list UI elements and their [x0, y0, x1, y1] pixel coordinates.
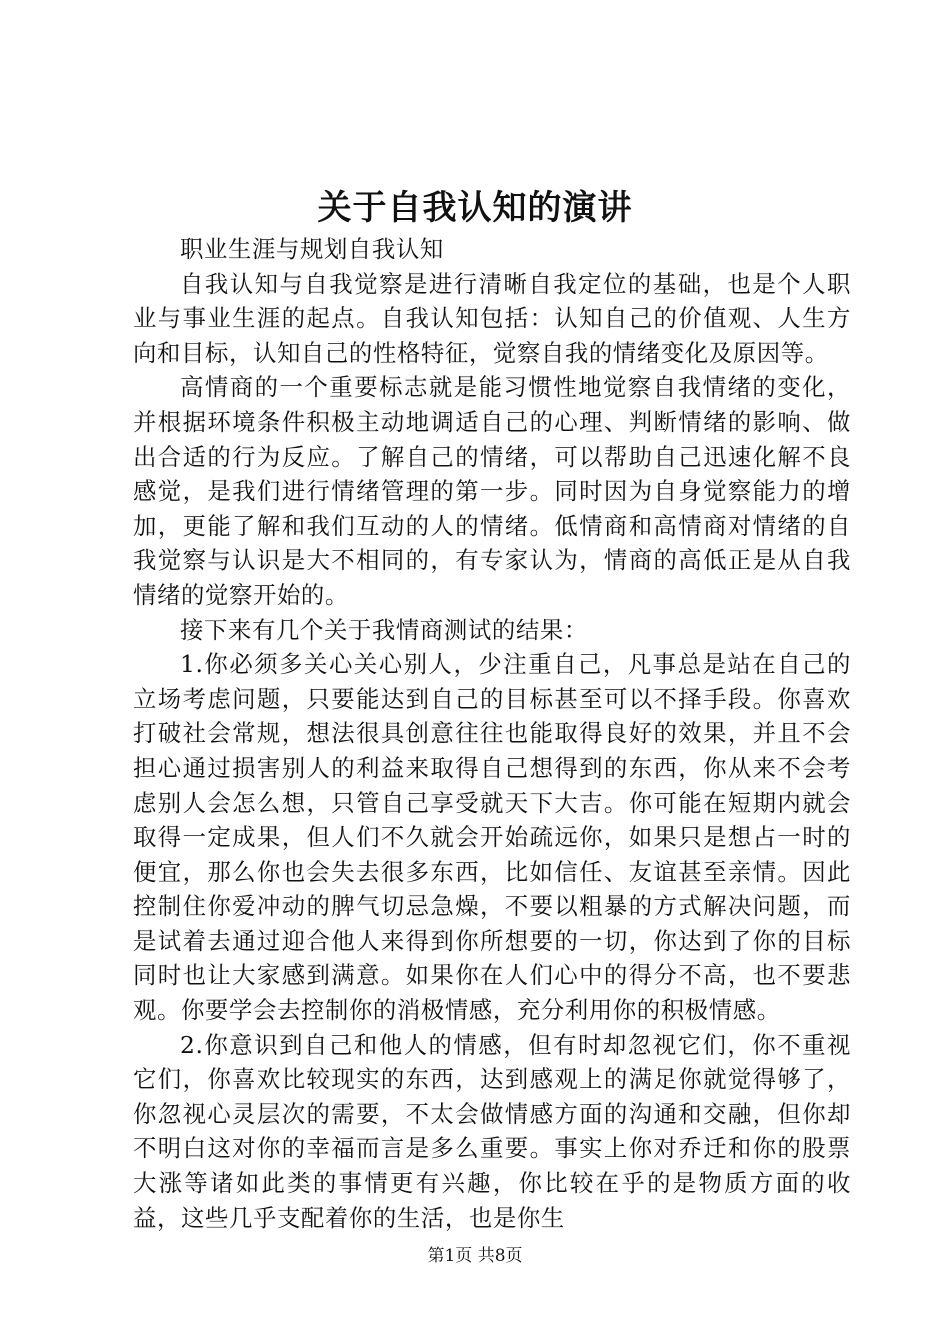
paragraph-test-intro: 接下来有几个关于我情商测试的结果： — [180, 615, 588, 644]
document-title: 关于自我认知的演讲 — [317, 188, 633, 228]
paragraph-result-2: 2.你意识到自己和他人的情感，但有时却忽视它们，你不重视它们，你喜欢比较现实的东西，达到感观上的满足你就觉得够了，你忽视心灵层次的需要，不太会做情感方面的沟通和交融，但你却不明白这对你的幸福而言是多么重要。事实上你对乔迁和你的股票大涨等诸如此类的事情更有兴趣，你比较在乎的是物质方面的收益，这些几乎支配着你的生活，也是你生 — [133, 1030, 851, 1232]
document-body — [133, 232, 851, 1235]
paragraph-high-eq: 高情商的一个重要标志就是能习惯性地觉察自我情绪的变化，并根据环境条件积极主动地调适自己的心理、判断情绪的影响、做出合适的行为反应。了解自己的情绪，可以帮助自己迅速化解不良感觉，是我们进行情绪管理的第一步。同时因为自身觉察能力的增加，更能了解和我们互动的人的情绪。低情商和高情商对情绪的自我觉察与认识是大不相同的，有专家认为，情商的高低正是从自我情绪的觉察开始的。 — [133, 373, 851, 609]
page-number-footer: 第1页 共8页 — [427, 1246, 523, 1266]
paragraph-result-1: 1.你必须多关心关心别人，少注重自己，凡事总是站在自己的立场考虑问题，只要能达到自己的目标甚至可以不择手段。你喜欢打破社会常规，想法很具创意往往也能取得良好的效果，并且不会担心通过损害别人的利益来取得自己想得到的东西，你从来不会考虑别人会怎么想，只管自己享受就天下大吉。你可能在短期内就会取得一定成果，但人们不久就会开始疏远你，如果只是想占一时的便宜，那么你也会失去很多东西，比如信任、友谊甚至亲情。因此控制住你爱冲动的脾气切忌急燥，不要以粗暴的方式解决问题，而是试着去通过迎合他人来得到你所想要的一切，你达到了你的目标同时也让大家感到满意。如果你在人们心中的得分不高，也不要悲观。你要学会去控制你的消极情感，充分利用你的积极情感。 — [133, 650, 851, 1025]
paragraph-subtitle: 职业生涯与规划自我认知 — [180, 235, 444, 263]
paragraph-self-awareness: 自我认知与自我觉察是进行清晰自我定位的基础，也是个人职业与事业生涯的起点。自我认知包括：认知自己的价值观、人生方向和目标，认知自己的性格特征，觉察自我的情绪变化及原因等。 — [133, 269, 851, 367]
